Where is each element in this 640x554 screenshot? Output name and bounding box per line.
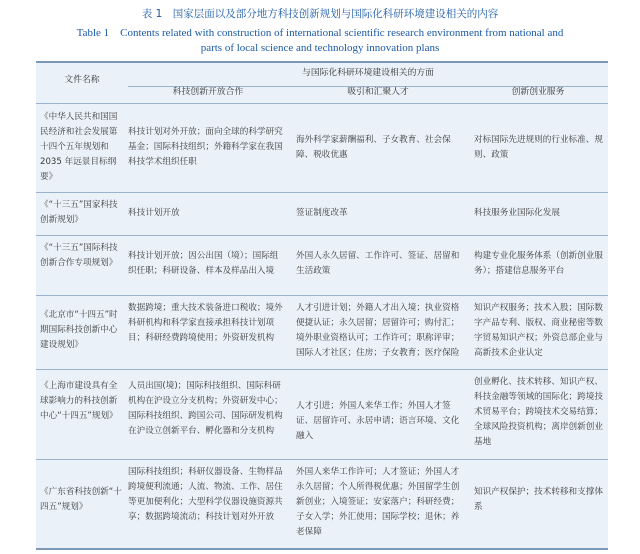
- table-row-5-col3: 创业孵化、技术转移、知识产权、科技金融等领域的国际化；跨境技术贸易平台；跨境技术交易结算；全球风险投资机构；离岸创新创业基地: [474, 377, 603, 447]
- table-row-3-doc: 《“十三五”国际科技创新合作专项规划》: [40, 243, 118, 268]
- table-row-6-doc: 《广东省科技创新“十四五”规划》: [40, 487, 122, 512]
- table-row-4-doc: 《北京市“十四五”时期国际科技创新中心建设规划》: [40, 310, 118, 350]
- row-divider: [36, 235, 608, 236]
- table-top-rule: [36, 61, 608, 63]
- table-row-5-doc: 《上海市建设具有全球影响力的科技创新中心“十四五”规划》: [40, 381, 118, 421]
- table-row-3-col3: 构建专业化服务体系（创新创业服务）；搭建信息服务平台: [474, 251, 603, 276]
- row-divider: [36, 295, 608, 296]
- table-row-1-col2: 海外科学家薪酬福利、子女教育、社会保障、税收优惠: [296, 135, 451, 160]
- table-row-6-col1: 国际科技组织；科研仪器设备、生物样品跨境便利流通；人流、物流、工作、居住等更加便利化；大型科学仪器设施资源共享；数据跨境流动；科技计划对外开放: [128, 467, 283, 522]
- table-row-4-col2: 人才引进计划；外籍人才出入境；执业资格便捷认证；永久居留；居留许可；购付汇；境外职业资格认可；工作许可；职称评审；国际人才社区；住房；子女教育；医疗保险: [296, 303, 460, 358]
- header-bottom-rule: [36, 103, 608, 104]
- table-bottom-rule: [36, 548, 608, 550]
- table-row-3-col2: 外国人永久居留、工作许可、签证、居留和生活政策: [296, 251, 460, 276]
- row-divider: [36, 369, 608, 370]
- header-col-talent: 吸引和汇聚人才: [347, 87, 409, 97]
- table-row-2-col2: 签证制度改革: [296, 208, 348, 218]
- row-divider: [36, 459, 608, 460]
- table-caption-en-line1: Table 1 Contents related with construction of international scientific research environment from national and: [76, 27, 564, 39]
- table-row-2-doc: 《“十三五”国家科技创新规划》: [40, 200, 118, 225]
- table-row-6-col2: 外国人来华工作许可；人才签证；外国人才永久居留；个人所得税优惠；外国留学生创新创业；入境签证；安家落户；科研经费；子女入学；外汇使用；国际学校；退休；养老保障: [296, 467, 460, 537]
- table-row-4-col1: 数据跨境；重大技术装备进口税收；境外科研机构和科学家直接承担科技计划项目；科研经费跨境使用；外资研发机构: [128, 303, 283, 343]
- table-row-5-col1: 人员出国(境)；国际科技组织、国际科研机构在沪设立分支机构；外资研发中心；国际科技组织、跨国公司、国际研发机构在沪设立创新平台、孵化器和分支机构: [128, 381, 283, 436]
- table-caption-en-line2: parts of local science and technology innovation plans: [200, 42, 440, 54]
- header-col-open-cooperation: 科技创新开放合作: [172, 87, 244, 97]
- table-caption-zh: 表 1 国家层面以及部分地方科技创新规划与国际化科研环境建设相关的内容: [141, 8, 499, 20]
- table-row-6-col3: 知识产权保护；技术转移和支撑体系: [474, 487, 603, 512]
- table-row-1-doc: 《中华人民共和国国民经济和社会发展第十四个五年规划和 2035 年远景目标纲要》: [40, 112, 118, 182]
- header-col-services: 创新创业服务: [511, 87, 565, 97]
- table-row-2-col3: 科技服务业国际化发展: [474, 208, 560, 218]
- table-row-3-col1: 科技计划开放；因公出国（境）；国际组织任职；科研设备、样本及样品出入境: [128, 251, 279, 276]
- table-row-5-col2: 人才引进；外国人来华工作；外国人才签证、居留许可、永居申请；语言环境、文化融入: [296, 401, 460, 441]
- table-row-4-col3: 知识产权服务；技术入股；国际数字产品专利、版权、商业秘密等数字贸易知识产权；外资总部企业与高新技术企业认定: [474, 303, 603, 358]
- header-doc-name: 文件名称: [64, 75, 100, 85]
- header-group: 与国际化科研环境建设相关的方面: [302, 68, 434, 78]
- table-row-1-col1: 科技计划对外开放；面向全球的科学研究基金；国际科技组织；外籍科学家在我国科技学术组织任职: [128, 127, 283, 167]
- table-row-2-col1: 科技计划开放: [128, 208, 180, 218]
- content-table: [36, 61, 608, 550]
- row-divider: [36, 192, 608, 193]
- table-row-1-col3: 对标国际先进规则的行业标准、规则、政策: [474, 135, 603, 160]
